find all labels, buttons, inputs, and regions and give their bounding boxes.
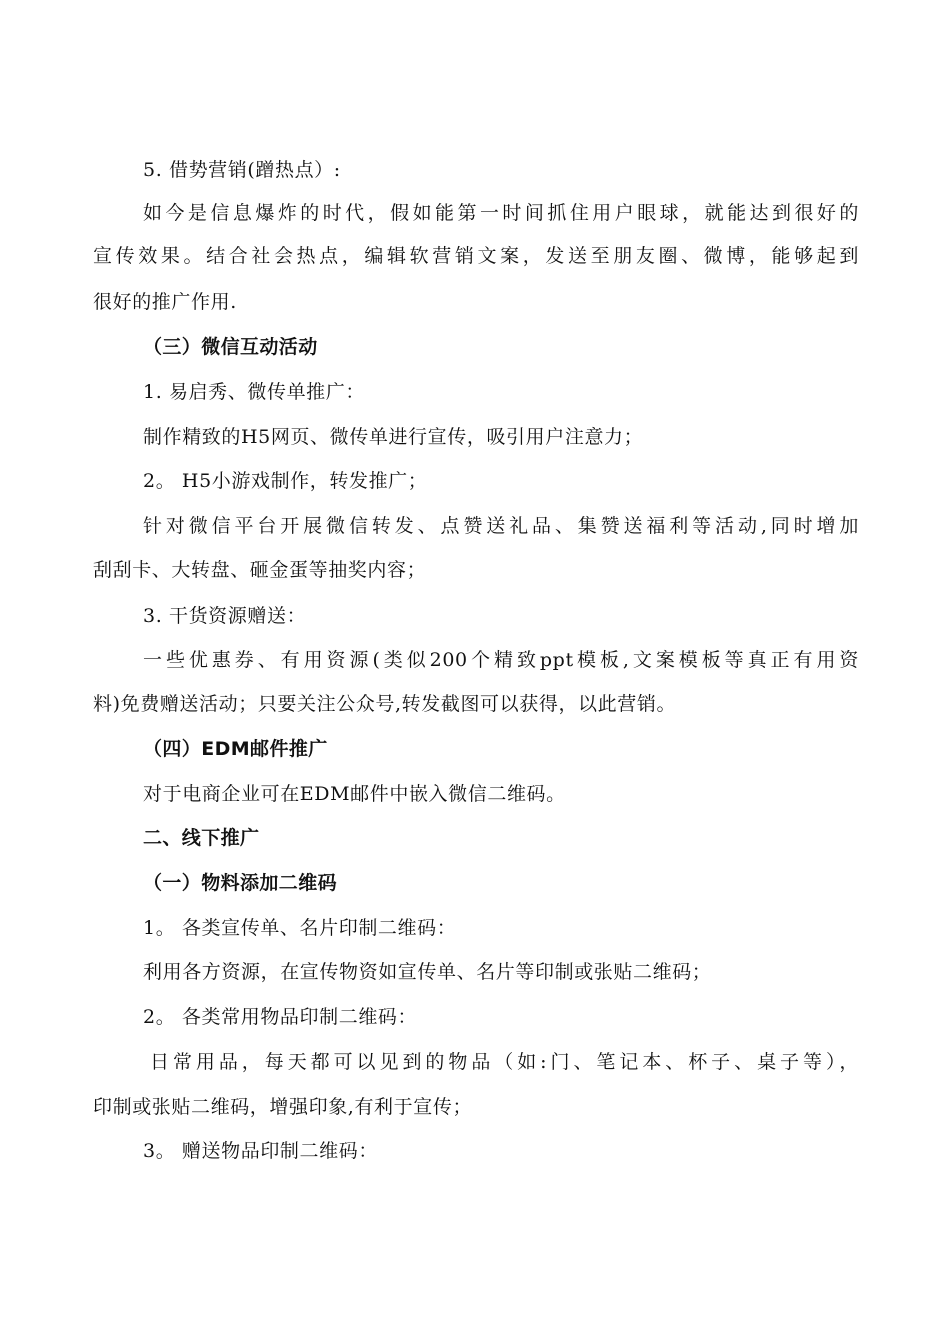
offline-item-1-text: 利用各方资源，在宣传物资如宣传单、名片等印制或张贴二维码； <box>143 961 712 983</box>
section-5-heading: 5. 借势营销(蹭热点）: <box>143 159 341 181</box>
wechat-item-2-line-1: 针对微信平台开展微信转发、点赞送礼品、集赞送福利等活动,同时增加 <box>143 515 859 537</box>
wechat-item-3-title: 3. 干货资源赠送： <box>143 605 307 627</box>
edm-section-heading: （四）EDM邮件推广 <box>143 738 328 760</box>
wechat-item-2-line-2: 刮刮卡、大转盘、砸金蛋等抽奖内容； <box>93 559 427 581</box>
wechat-section-heading: （三）微信互动活动 <box>143 336 318 358</box>
offline-item-3-title: 3。 赠送物品印制二维码： <box>143 1140 378 1162</box>
wechat-item-3-line-2: 料)免费赠送活动；只要关注公众号,转发截图可以获得，以此营销。 <box>93 693 677 715</box>
offline-subsection-heading: （一）物料添加二维码 <box>143 872 338 894</box>
edm-section-text: 对于电商企业可在EDM邮件中嵌入微信二维码。 <box>143 783 566 805</box>
offline-section-heading: 二、线下推广 <box>143 827 260 849</box>
wechat-item-3-line-1: 一些优惠券、有用资源(类似200个精致ppt模板,文案模板等真正有用资 <box>143 649 859 671</box>
section-5-paragraph-line-3: 很好的推广作用. <box>93 291 237 313</box>
section-5-paragraph-line-1: 如今是信息爆炸的时代，假如能第一时间抓住用户眼球，就能达到很好的 <box>143 202 859 224</box>
section-5-paragraph-line-2: 宣传效果。结合社会热点，编辑软营销文案，发送至朋友圈、微博，能够起到 <box>93 245 859 267</box>
offline-item-1-title: 1。 各类宣传单、名片印制二维码： <box>143 917 457 939</box>
wechat-item-1-text: 制作精致的H5网页、微传单进行宣传，吸引用户注意力； <box>143 426 644 448</box>
offline-item-2-line-2: 印制或张贴二维码，增强印象,有利于宣传； <box>93 1096 473 1118</box>
wechat-item-2-title: 2。 H5小游戏制作，转发推广； <box>143 470 428 492</box>
wechat-item-1-title: 1. 易启秀、微传单推广： <box>143 381 365 403</box>
offline-item-2-line-1: 日常用品，每天都可以见到的物品（如:门、笔记本、杯子、桌子等）， <box>150 1051 859 1073</box>
offline-item-2-title: 2。 各类常用物品印制二维码： <box>143 1006 418 1028</box>
